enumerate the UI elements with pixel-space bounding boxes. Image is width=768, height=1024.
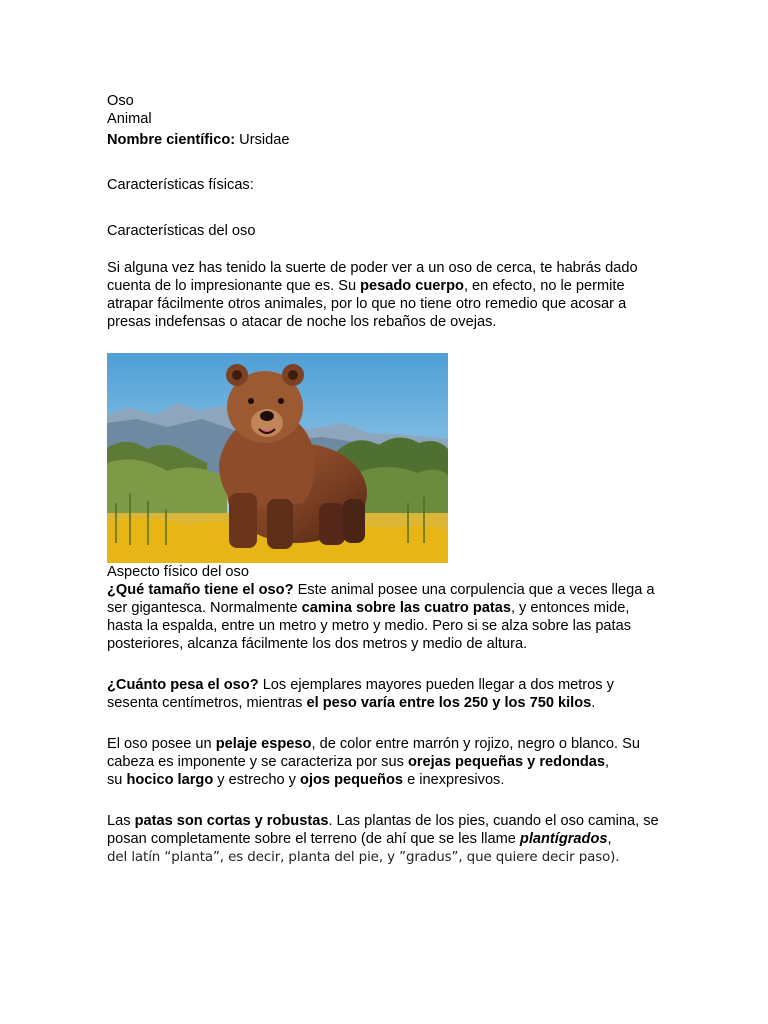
fur-bold-3: hocico largo xyxy=(126,772,214,788)
legs-paragraph xyxy=(107,812,667,867)
legs-text-2: . Las plantas de los pies, cuando el oso camina, se posan completamente sobre el terreno (de ahí que se les llame xyxy=(107,813,659,847)
scientific-name-label: Nombre científico: xyxy=(107,132,236,148)
weight-bold-2: el peso varía entre los 250 y los 750 kilos xyxy=(306,695,592,711)
intro-text-2: , en efecto, no le permite atrapar fácilmente otros animales, por lo que no tiene otro remedio que acosar a presas indefensas o atacar de noche los rebaños de ovejas. xyxy=(107,278,627,330)
weight-bold-1: ¿Cuánto pesa el oso? xyxy=(107,677,259,693)
size-text-1: Este animal posee una corpulencia que a veces llega a ser gigantesca. Normalmente xyxy=(107,582,655,616)
intro-bold-1: pesado cuerpo xyxy=(360,278,464,294)
legs-text-4: del latín “planta”, es decir, planta del pie, y ”gradus”, que quiere decir paso). xyxy=(107,850,620,865)
scientific-name xyxy=(107,131,667,149)
fur-text-1: El oso posee un xyxy=(107,736,216,752)
legs-bold-1: patas son cortas y robustas xyxy=(134,813,329,829)
size-text-2: , y entonces mide, hasta la espalda, entre un metro y metro y medio. Pero si se alza sobre las patas posteriores, alcanza fácilmente los dos metros y medio de altura. xyxy=(107,600,632,652)
fur-text-5: y estrecho y xyxy=(213,772,301,788)
document-title: Oso xyxy=(107,93,134,109)
legs-text-1: Las xyxy=(107,813,135,829)
fur-bold-4: ojos pequeños xyxy=(300,772,404,788)
size-paragraph xyxy=(107,581,667,653)
fur-bold-2: orejas pequeñas y redondas xyxy=(407,754,606,770)
fur-text-6: e inexpresivos. xyxy=(403,772,505,788)
scientific-name-value: Ursidae xyxy=(235,132,290,148)
bear-photo-illustration xyxy=(107,353,448,563)
size-bold-2: camina sobre las cuatro patas xyxy=(301,600,511,616)
fur-text-4: su xyxy=(107,772,127,788)
legs-text-3: , xyxy=(607,831,612,847)
intro-text-1: Si alguna vez has tenido la suerte de poder ver a un oso de cerca, te habrás dado cuenta de lo impresionante que es. Su xyxy=(107,260,638,294)
fur-paragraph xyxy=(107,735,667,789)
document-page xyxy=(107,92,667,867)
weight-text-2: . xyxy=(591,695,596,711)
weight-paragraph xyxy=(107,676,667,712)
section-heading-characteristics: Características del oso xyxy=(107,223,256,239)
image-caption: Aspecto físico del oso xyxy=(107,564,249,580)
intro-paragraph xyxy=(107,259,667,331)
fur-text-3: , xyxy=(605,754,610,770)
document-category: Animal xyxy=(107,111,152,127)
weight-text-1: Los ejemplares mayores pueden llegar a dos metros y sesenta centímetros, mientras xyxy=(107,677,614,711)
bear-photo xyxy=(107,353,448,563)
section-heading-physical: Características físicas: xyxy=(107,177,254,193)
fur-bold-1: pelaje espeso xyxy=(215,736,312,752)
fur-text-2: , de color entre marrón y rojizo, negro o blanco. Su cabeza es imponente y se caracteriza por sus xyxy=(107,736,640,770)
size-bold-1: ¿Qué tamaño tiene el oso? xyxy=(107,582,294,598)
legs-bold-italic: plantígrados xyxy=(519,831,608,847)
